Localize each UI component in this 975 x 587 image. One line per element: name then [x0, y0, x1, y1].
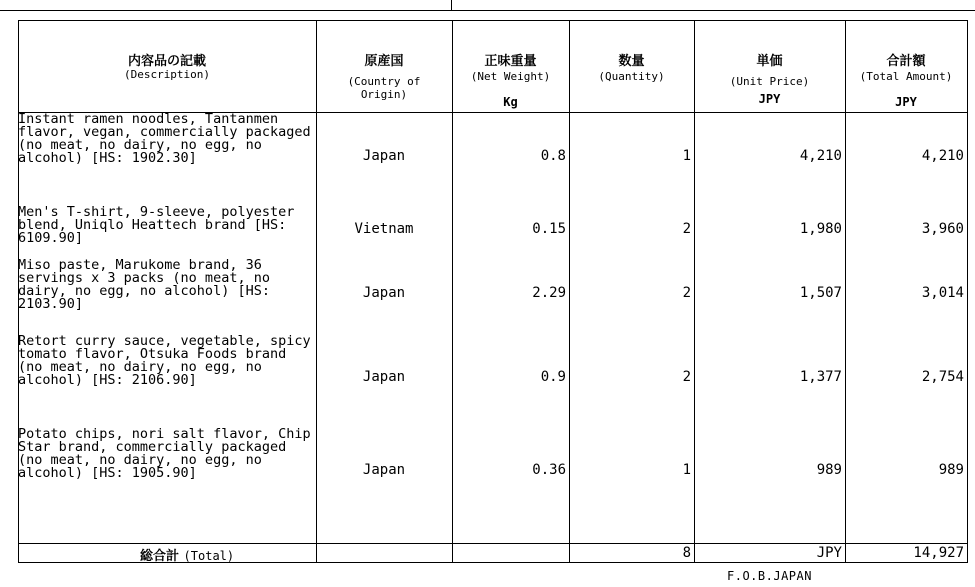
item-unit-price: 4,210 [799, 148, 842, 164]
header-unit-price-en: (Unit Price) [729, 75, 810, 88]
item-weight: 0.8 [540, 148, 566, 164]
header-quantity-jp: 数量 [618, 54, 645, 69]
total-currency: JPY [816, 545, 842, 561]
header-unit-price-unit: JPY [758, 92, 781, 106]
item-total: 4,210 [921, 148, 964, 164]
total-quantity: 8 [682, 545, 691, 561]
item-country: Japan [362, 462, 406, 478]
header-total-amount-en: (Total Amount) [859, 70, 953, 83]
header-quantity-en: (Quantity) [598, 70, 665, 83]
item-description: Men's T-shirt, 9-sleeve, polyester blend, Uniqlo Heattech brand [HS: 6109.90] [18, 206, 295, 245]
item-country: Japan [362, 285, 406, 301]
item-description: Instant ramen noodles, Tantanmen flavor, vegan, commercially packaged (no meat, no dairy, no egg, no alcohol) [HS: 1902.30] [18, 113, 311, 165]
item-weight: 0.36 [532, 462, 566, 478]
header-unit-price-jp: 単価 [756, 54, 783, 69]
header-country-en: (Country of [347, 75, 421, 88]
item-description: Retort curry sauce, vegetable, spicy tomato flavor, Otsuka Foods brand (no meat, no dairy, no egg, no alcohol) [HS: 2106.90] [18, 335, 311, 387]
total-label [140, 545, 234, 564]
fob-terms: F.O.B.JAPAN [727, 569, 812, 583]
item-weight: 2.29 [532, 285, 566, 301]
header-weight-jp: 正味重量 [484, 54, 537, 69]
total-amount: 14,927 [913, 545, 964, 561]
item-quantity: 1 [682, 462, 691, 478]
item-unit-price: 1,980 [799, 221, 842, 237]
total-label-jp: 総合計 [140, 549, 180, 564]
item-unit-price: 1,377 [799, 369, 842, 385]
item-quantity: 2 [682, 285, 691, 301]
header-country-jp: 原産国 [364, 54, 404, 69]
item-total: 989 [938, 462, 964, 478]
item-description: Miso paste, Marukome brand, 36 servings x 3 packs (no meat, no dairy, no egg, no alcohol) [HS: 2103.90] [18, 259, 270, 311]
item-total: 3,960 [921, 221, 964, 237]
item-country: Vietnam [354, 221, 414, 237]
total-label-en: (Total) [183, 549, 235, 563]
item-description: Potato chips, nori salt flavor, Chip Star brand, commercially packaged (no meat, no dairy, no egg, no alcohol) [HS: 1905.90] [18, 428, 311, 480]
header-description-jp: 内容品の記載 [127, 54, 206, 69]
item-quantity: 2 [682, 221, 691, 237]
item-country: Japan [362, 148, 406, 164]
item-country: Japan [362, 369, 406, 385]
item-total: 3,014 [921, 285, 964, 301]
item-weight: 0.15 [532, 221, 566, 237]
header-country-en-2: Origin) [360, 88, 408, 101]
item-weight: 0.9 [540, 369, 566, 385]
item-total: 2,754 [921, 369, 964, 385]
header-total-amount-unit: JPY [895, 95, 917, 109]
header-total-amount-jp: 合計額 [886, 54, 926, 69]
item-unit-price: 989 [816, 462, 842, 478]
header-description-en: (Description) [123, 68, 211, 81]
header-weight-en: (Net Weight) [470, 70, 551, 83]
header-weight-unit: Kg [503, 95, 518, 109]
item-unit-price: 1,507 [799, 285, 842, 301]
item-quantity: 1 [682, 148, 691, 164]
item-quantity: 2 [682, 369, 691, 385]
